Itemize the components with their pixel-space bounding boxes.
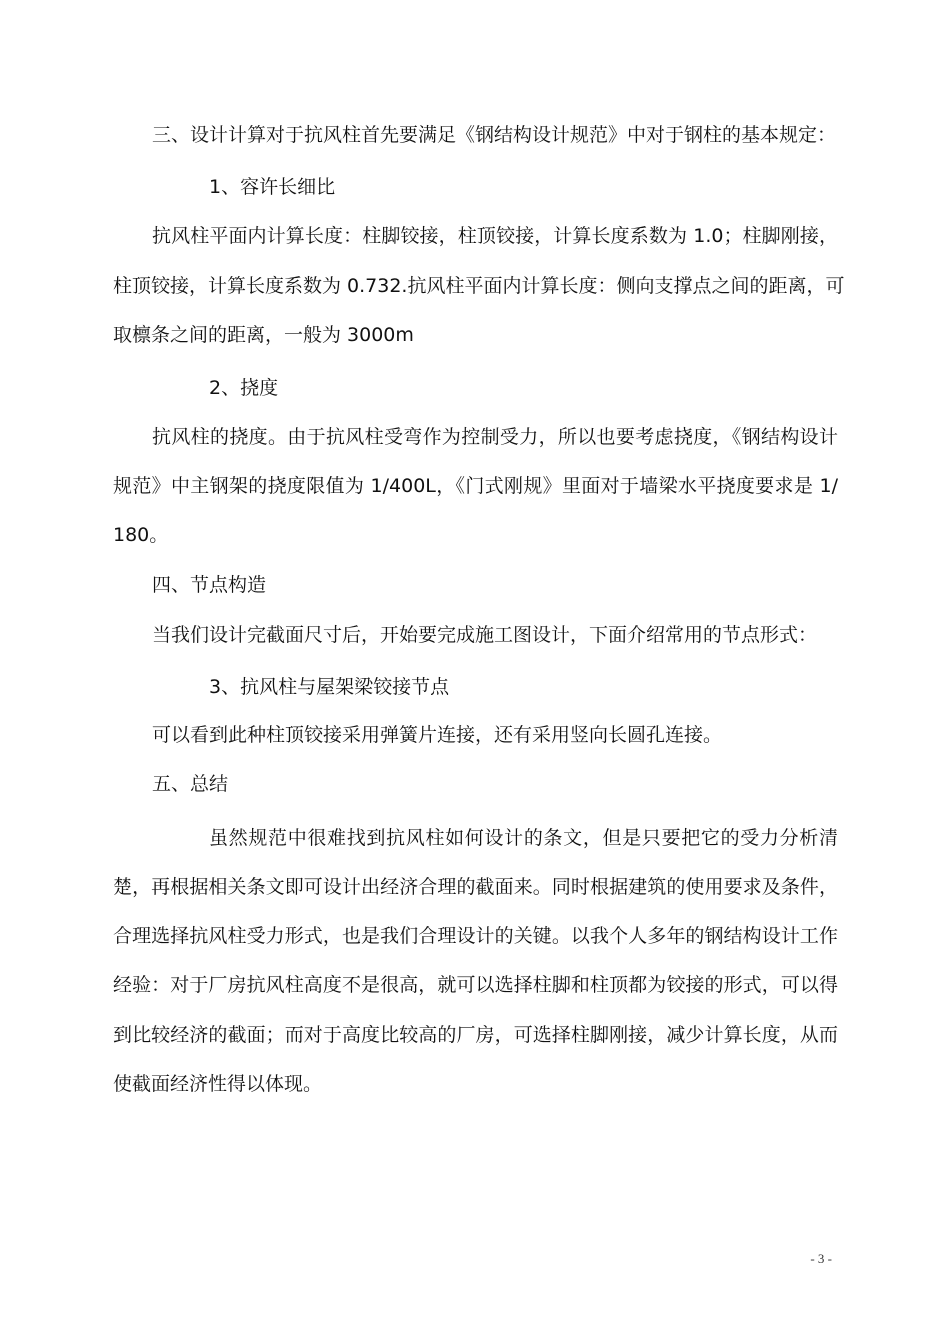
paragraph-line: 虽然规范中很难找到抗风柱如何设计的条文，但是只要把它的受力分析清 (209, 827, 838, 849)
paragraph-line: 楚，再根据相关条文即可设计出经济合理的截面来。同时根据建筑的使用要求及条件， (113, 876, 838, 898)
page-number: - 3 - (810, 1251, 832, 1266)
paragraph-line: 合理选择抗风柱受力形式，也是我们合理设计的关键。以我个人多年的钢结构设计工作 (113, 925, 838, 947)
paragraph-line: 规范》中主钢架的挠度限值为 1/400L，《门式刚规》里面对于墙梁水平挠度要求是 1/ (113, 475, 838, 497)
paragraph-line: 到比较经济的截面；而对于高度比较高的厂房，可选择柱脚刚接，减少计算长度，从而 (113, 1024, 838, 1046)
paragraph-line: 取檩条之间的距离，一般为 3000m (113, 324, 414, 346)
subheading-joint: 3、抗风柱与屋架梁铰接节点 (209, 676, 450, 698)
paragraph-line: 使截面经济性得以体现。 (113, 1073, 323, 1095)
section-3-heading: 三、设计计算对于抗风柱首先要满足《钢结构设计规范》中对于钢柱的基本规定： (152, 124, 837, 146)
section-5-heading: 五、总结 (152, 773, 229, 795)
paragraph-line: 可以看到此种柱顶铰接采用弹簧片连接，还有采用竖向长圆孔连接。 (152, 724, 723, 746)
paragraph-line: 当我们设计完截面尺寸后，开始要完成施工图设计，下面介绍常用的节点形式： (152, 624, 818, 646)
subheading-slenderness: 1、容许长细比 (209, 176, 336, 198)
paragraph-line: 经验：对于厂房抗风柱高度不是很高，就可以选择柱脚和柱顶都为铰接的形式，可以得 (113, 974, 838, 996)
paragraph-line: 柱顶铰接，计算长度系数为 0.732.抗风柱平面内计算长度：侧向支撑点之间的距离，可 (113, 275, 845, 297)
section-4-heading: 四、节点构造 (152, 574, 267, 596)
paragraph-line: 抗风柱平面内计算长度：柱脚铰接，柱顶铰接，计算长度系数为 1.0；柱脚刚接， (152, 225, 838, 247)
paragraph-line: 180。 (113, 524, 169, 546)
paragraph-line: 抗风柱的挠度。由于抗风柱受弯作为控制受力，所以也要考虑挠度，《钢结构设计 (152, 426, 838, 448)
subheading-deflection: 2、挠度 (209, 377, 279, 399)
